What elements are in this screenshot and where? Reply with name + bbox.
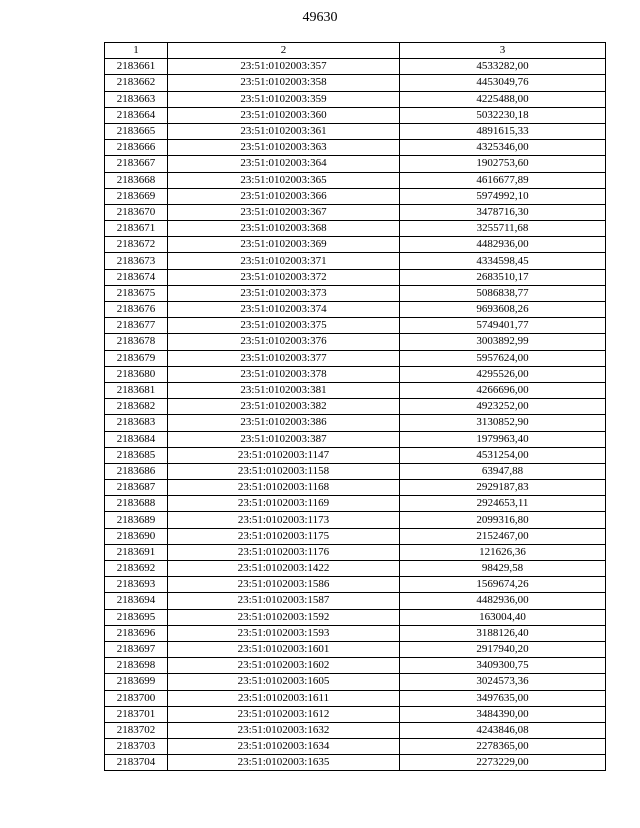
value-cell: 4334598,45 [400,253,606,269]
row-number-cell: 2183678 [105,334,168,350]
row-number-cell: 2183668 [105,172,168,188]
row-number-cell: 2183675 [105,285,168,301]
row-number-cell: 2183693 [105,577,168,593]
cadastral-number-cell: 23:51:0102003:1173 [168,512,400,528]
value-cell: 4243846,08 [400,722,606,738]
cadastral-number-cell: 23:51:0102003:386 [168,415,400,431]
value-cell: 3255711,68 [400,221,606,237]
value-cell: 3024573,36 [400,674,606,690]
cadastral-number-cell: 23:51:0102003:1422 [168,561,400,577]
row-number-cell: 2183676 [105,302,168,318]
row-number-cell: 2183687 [105,480,168,496]
cadastral-number-cell: 23:51:0102003:1168 [168,480,400,496]
cadastral-number-cell: 23:51:0102003:377 [168,350,400,366]
row-number-cell: 2183696 [105,625,168,641]
value-cell: 98429,58 [400,561,606,577]
cadastral-number-cell: 23:51:0102003:1611 [168,690,400,706]
value-cell: 1979963,40 [400,431,606,447]
table-row [105,609,606,625]
cadastral-number-cell: 23:51:0102003:359 [168,91,400,107]
table-row [105,91,606,107]
row-number-cell: 2183672 [105,237,168,253]
value-cell: 5086838,77 [400,285,606,301]
cadastral-number-cell: 23:51:0102003:373 [168,285,400,301]
cadastral-number-cell: 23:51:0102003:1592 [168,609,400,625]
row-number-cell: 2183692 [105,561,168,577]
value-cell: 4453049,76 [400,75,606,91]
cadastral-number-cell: 23:51:0102003:1635 [168,755,400,771]
table-row [105,431,606,447]
cadastral-number-cell: 23:51:0102003:1593 [168,625,400,641]
cadastral-number-cell: 23:51:0102003:371 [168,253,400,269]
row-number-cell: 2183701 [105,706,168,722]
value-cell: 1569674,26 [400,577,606,593]
row-number-cell: 2183664 [105,107,168,123]
cadastral-number-cell: 23:51:0102003:364 [168,156,400,172]
row-number-cell: 2183694 [105,593,168,609]
cadastral-number-cell: 23:51:0102003:366 [168,188,400,204]
table-row [105,593,606,609]
table-row [105,75,606,91]
cadastral-number-cell: 23:51:0102003:357 [168,59,400,75]
cadastral-number-cell: 23:51:0102003:1632 [168,722,400,738]
table-row [105,674,606,690]
table-row [105,496,606,512]
row-number-cell: 2183681 [105,382,168,398]
column-header-2: 2 [168,43,400,59]
row-number-cell: 2183704 [105,755,168,771]
table-row [105,755,606,771]
cadastral-number-cell: 23:51:0102003:361 [168,123,400,139]
cadastral-number-cell: 23:51:0102003:367 [168,204,400,220]
table-row [105,561,606,577]
row-number-cell: 2183667 [105,156,168,172]
row-number-cell: 2183697 [105,641,168,657]
value-cell: 3188126,40 [400,625,606,641]
value-cell: 5749401,77 [400,318,606,334]
row-number-cell: 2183691 [105,544,168,560]
value-cell: 5974992,10 [400,188,606,204]
value-cell: 4616677,89 [400,172,606,188]
row-number-cell: 2183688 [105,496,168,512]
cadastral-number-cell: 23:51:0102003:1175 [168,528,400,544]
table-row [105,188,606,204]
row-number-cell: 2183686 [105,463,168,479]
table-row [105,690,606,706]
table-row [105,59,606,75]
table-row [105,285,606,301]
data-table [104,42,606,771]
value-cell: 3003892,99 [400,334,606,350]
table-row [105,544,606,560]
value-cell: 3497635,00 [400,690,606,706]
row-number-cell: 2183663 [105,91,168,107]
value-cell: 4891615,33 [400,123,606,139]
row-number-cell: 2183682 [105,399,168,415]
value-cell: 9693608,26 [400,302,606,318]
cadastral-number-cell: 23:51:0102003:1612 [168,706,400,722]
value-cell: 2917940,20 [400,641,606,657]
value-cell: 63947,88 [400,463,606,479]
row-number-cell: 2183695 [105,609,168,625]
table-row [105,366,606,382]
value-cell: 3409300,75 [400,658,606,674]
cadastral-number-cell: 23:51:0102003:360 [168,107,400,123]
row-number-cell: 2183671 [105,221,168,237]
cadastral-number-cell: 23:51:0102003:369 [168,237,400,253]
value-cell: 2152467,00 [400,528,606,544]
row-number-cell: 2183703 [105,739,168,755]
cadastral-number-cell: 23:51:0102003:376 [168,334,400,350]
row-number-cell: 2183689 [105,512,168,528]
value-cell: 2099316,80 [400,512,606,528]
row-number-cell: 2183666 [105,140,168,156]
table-row [105,334,606,350]
cadastral-number-cell: 23:51:0102003:1176 [168,544,400,560]
value-cell: 4225488,00 [400,91,606,107]
table-row [105,415,606,431]
cadastral-number-cell: 23:51:0102003:372 [168,269,400,285]
table-row [105,156,606,172]
cadastral-number-cell: 23:51:0102003:1586 [168,577,400,593]
table-row [105,625,606,641]
value-cell: 2683510,17 [400,269,606,285]
table-row [105,739,606,755]
table-row [105,269,606,285]
table-row [105,447,606,463]
value-cell: 4531254,00 [400,447,606,463]
value-cell: 4295526,00 [400,366,606,382]
cadastral-number-cell: 23:51:0102003:358 [168,75,400,91]
row-number-cell: 2183674 [105,269,168,285]
row-number-cell: 2183677 [105,318,168,334]
table-row [105,318,606,334]
value-cell: 4533282,00 [400,59,606,75]
value-cell: 2929187,83 [400,480,606,496]
value-cell: 3478716,30 [400,204,606,220]
row-number-cell: 2183698 [105,658,168,674]
table-row [105,480,606,496]
table-row [105,350,606,366]
table-row [105,722,606,738]
value-cell: 3130852,90 [400,415,606,431]
row-number-cell: 2183670 [105,204,168,220]
header-row [105,43,606,59]
cadastral-number-cell: 23:51:0102003:381 [168,382,400,398]
table-row [105,237,606,253]
cadastral-number-cell: 23:51:0102003:374 [168,302,400,318]
column-header-3: 3 [400,43,606,59]
table-row [105,140,606,156]
row-number-cell: 2183683 [105,415,168,431]
row-number-cell: 2183669 [105,188,168,204]
cadastral-number-cell: 23:51:0102003:387 [168,431,400,447]
row-number-cell: 2183700 [105,690,168,706]
table-row [105,302,606,318]
row-number-cell: 2183699 [105,674,168,690]
value-cell: 2273229,00 [400,755,606,771]
cadastral-number-cell: 23:51:0102003:368 [168,221,400,237]
row-number-cell: 2183673 [105,253,168,269]
table-row [105,512,606,528]
cadastral-number-cell: 23:51:0102003:363 [168,140,400,156]
value-cell: 1902753,60 [400,156,606,172]
row-number-cell: 2183685 [105,447,168,463]
table-row [105,204,606,220]
table-row [105,706,606,722]
cadastral-number-cell: 23:51:0102003:1147 [168,447,400,463]
row-number-cell: 2183680 [105,366,168,382]
row-number-cell: 2183690 [105,528,168,544]
cadastral-number-cell: 23:51:0102003:1158 [168,463,400,479]
table-row [105,382,606,398]
table-row [105,107,606,123]
value-cell: 4325346,00 [400,140,606,156]
row-number-cell: 2183662 [105,75,168,91]
row-number-cell: 2183702 [105,722,168,738]
value-cell: 163004,40 [400,609,606,625]
page-number: 49630 [302,10,338,25]
table-header [105,43,606,59]
cadastral-number-cell: 23:51:0102003:375 [168,318,400,334]
value-cell: 4266696,00 [400,382,606,398]
row-number-cell: 2183665 [105,123,168,139]
row-number-cell: 2183684 [105,431,168,447]
table-row [105,221,606,237]
table-row [105,253,606,269]
cadastral-number-cell: 23:51:0102003:1605 [168,674,400,690]
cadastral-number-cell: 23:51:0102003:1587 [168,593,400,609]
cadastral-number-cell: 23:51:0102003:1169 [168,496,400,512]
value-cell: 5957624,00 [400,350,606,366]
table-row [105,577,606,593]
table-row [105,658,606,674]
row-number-cell: 2183661 [105,59,168,75]
value-cell: 4923252,00 [400,399,606,415]
cadastral-number-cell: 23:51:0102003:1602 [168,658,400,674]
cadastral-number-cell: 23:51:0102003:1634 [168,739,400,755]
table-row [105,399,606,415]
table-row [105,528,606,544]
value-cell: 4482936,00 [400,593,606,609]
row-number-cell: 2183679 [105,350,168,366]
cadastral-number-cell: 23:51:0102003:382 [168,399,400,415]
value-cell: 4482936,00 [400,237,606,253]
cadastral-number-cell: 23:51:0102003:365 [168,172,400,188]
table-row [105,123,606,139]
value-cell: 5032230,18 [400,107,606,123]
cadastral-number-cell: 23:51:0102003:378 [168,366,400,382]
table-row [105,172,606,188]
value-cell: 2278365,00 [400,739,606,755]
column-header-1: 1 [105,43,168,59]
value-cell: 3484390,00 [400,706,606,722]
value-cell: 2924653,11 [400,496,606,512]
table-row [105,463,606,479]
value-cell: 121626,36 [400,544,606,560]
table-row [105,641,606,657]
table-body [105,59,606,771]
cadastral-number-cell: 23:51:0102003:1601 [168,641,400,657]
